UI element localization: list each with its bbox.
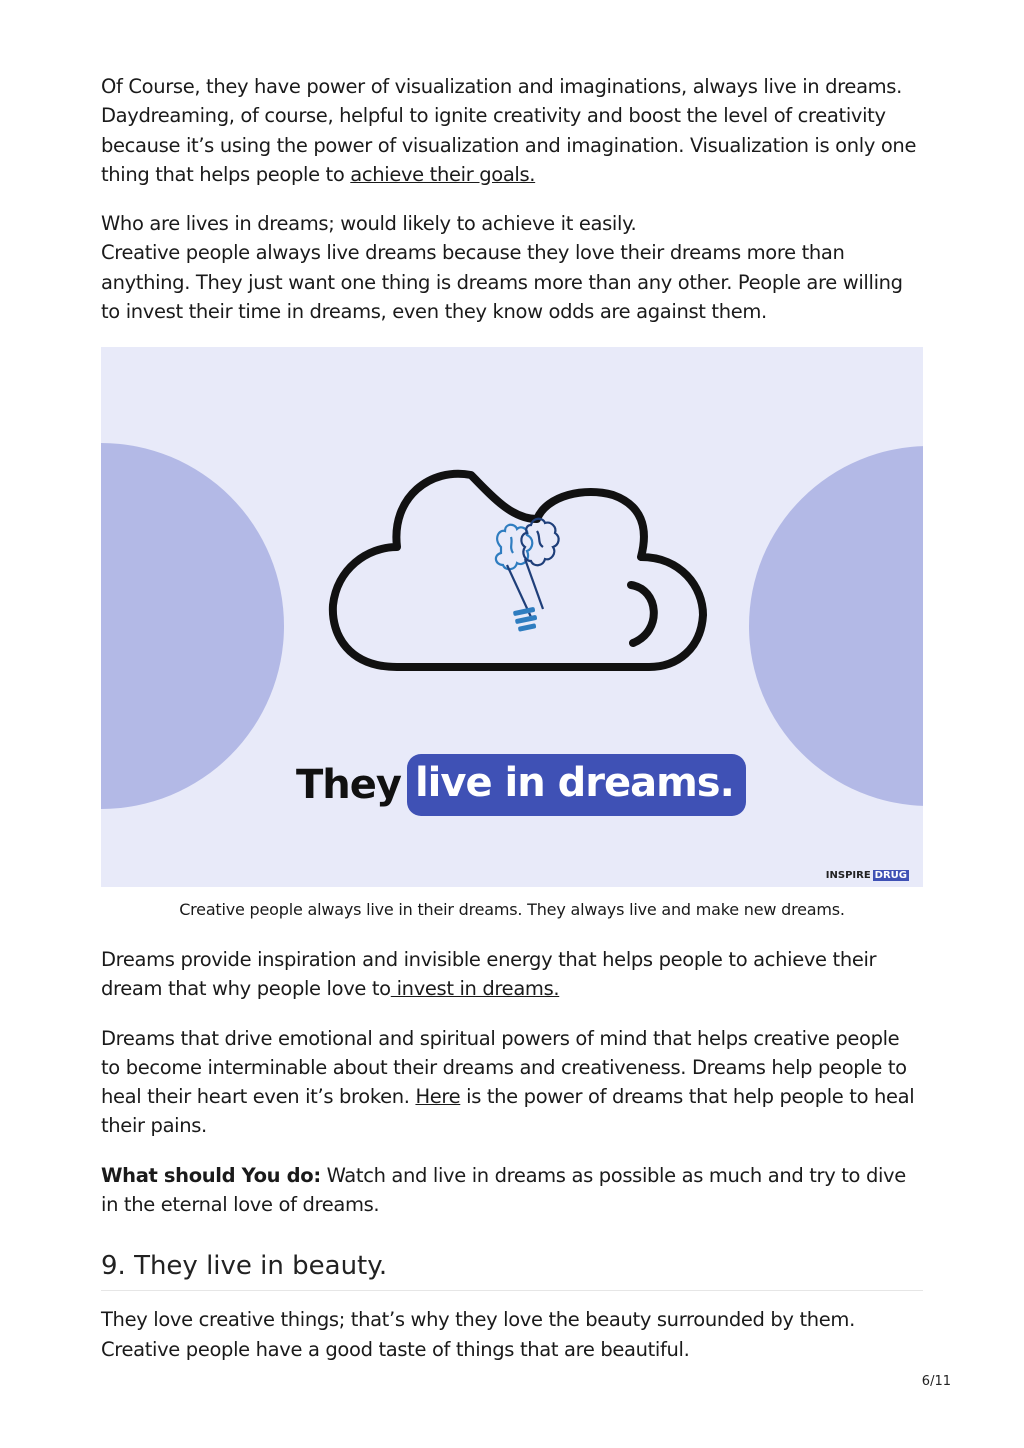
body-paragraph-3 (101, 945, 923, 1004)
body-section (101, 945, 923, 1384)
dreams-illustration (101, 347, 923, 887)
intro-paragraph-2 (101, 209, 923, 326)
left-half-circle (101, 443, 284, 809)
invest-in-dreams-link[interactable]: invest in dreams. (390, 977, 560, 1001)
right-half-circle (749, 446, 923, 806)
body-paragraph-5-text: Watch and live in dreams as possible as much and try to dive in the eternal love of dreams. (101, 1163, 906, 1217)
what-should-you-do-label: What should You do: (101, 1163, 321, 1187)
headline-plain: They (296, 762, 401, 808)
body-paragraph-6: They love creative things; that’s why they love the beauty surrounded by them. Creative people have a good taste of things that are beautiful. (101, 1308, 855, 1361)
brand-logo (826, 870, 909, 881)
page-number: 6/11 (921, 1374, 951, 1389)
brand-logo-right: DRUG (874, 870, 907, 881)
body-paragraph-5 (101, 1161, 923, 1220)
intro-section (101, 72, 923, 326)
body-paragraph-4-text: Dreams that drive emotional and spiritual powers of mind that helps creative people to become interminable about their dreams and creativeness. Dreams help people to heal their heart even it’s broken. (101, 1026, 907, 1109)
figure-caption: Creative people always live in their dreams. They always live and make new dreams. (179, 900, 845, 919)
illustration-headline (296, 751, 746, 819)
brand-logo-left: INSPIRE (825, 870, 871, 881)
body-paragraph-3-text: Dreams provide inspiration and invisible energy that helps people to achieve their dream that why people love to (101, 948, 877, 1001)
intro-paragraph-2-line-1: Who are lives in dreams; would likely to achieve it easily. (101, 212, 637, 236)
intro-paragraph-1 (101, 72, 923, 189)
cloud-icon (333, 474, 703, 667)
body-paragraph-4-text-end: is the power of dreams that help people to heal their pains. (101, 1085, 915, 1138)
section-heading: 9. They live in beauty. (101, 1249, 923, 1291)
here-link[interactable]: Here (415, 1085, 461, 1109)
intro-paragraph-1-text: Of Course, they have power of visualization and imaginations, always live in dreams. Daydreaming, of course, helpful to ignite creativity and boost the level of creativity because it’s using the power of visualization and imagination. Visualization is only one thing that helps people to (101, 75, 917, 186)
brain-lightbulb-icon (496, 519, 559, 632)
intro-paragraph-2-line-2: Creative people always live dreams because they love their dreams more than anything. They just want one thing is dreams more than any other. People are willing to invest their time in dreams, even they know odds are against them. (101, 241, 903, 324)
headline-highlight: live in dreams. (407, 754, 746, 816)
achieve-goals-link[interactable]: achieve their goals. (350, 162, 536, 186)
body-paragraph-4 (101, 1024, 923, 1141)
